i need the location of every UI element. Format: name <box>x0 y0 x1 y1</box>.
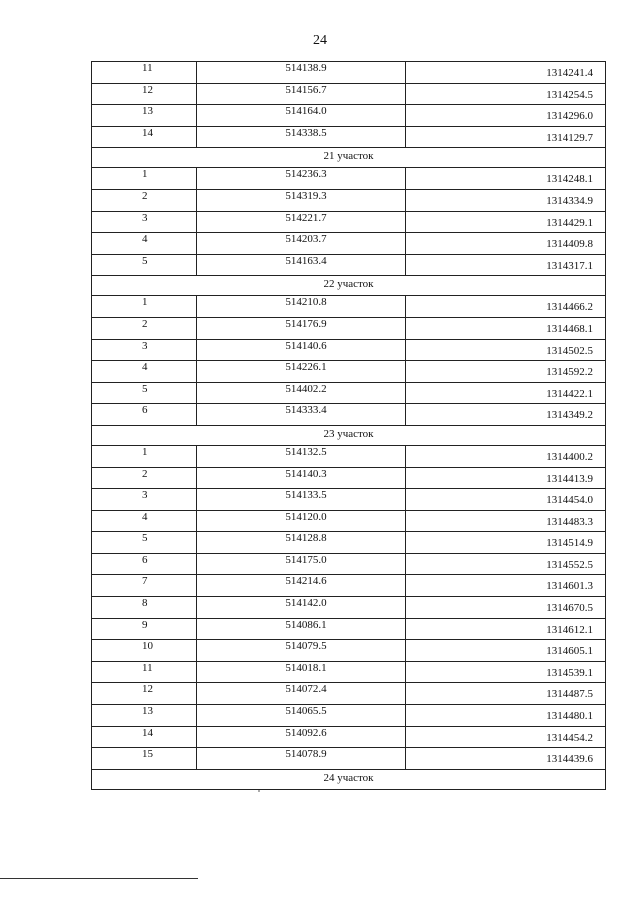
table-row <box>92 661 606 683</box>
y-coordinate-cell: 1314601.3 <box>406 575 606 597</box>
table-row <box>92 189 606 211</box>
x-coordinate-cell: 514079.5 <box>197 640 406 662</box>
y-coordinate-cell: 1314317.1 <box>406 254 606 276</box>
x-coordinate-cell: 514142.0 <box>197 597 406 619</box>
y-coordinate-cell: 1314296.0 <box>406 105 606 127</box>
x-coordinate-cell: 514333.4 <box>197 404 406 426</box>
y-coordinate-cell: 1314483.3 <box>406 510 606 532</box>
y-coordinate-cell: 1314409.8 <box>406 233 606 255</box>
y-coordinate-cell: 1314400.2 <box>406 445 606 467</box>
table-row <box>92 489 606 511</box>
x-coordinate-cell: 514163.4 <box>197 254 406 276</box>
table-row <box>92 618 606 640</box>
table-row <box>92 339 606 361</box>
point-number-cell: 4 <box>92 361 197 383</box>
table-row <box>92 640 606 662</box>
point-number-cell: 8 <box>92 597 197 619</box>
section-title: 22 участок <box>92 276 606 296</box>
table-row <box>92 254 606 276</box>
y-coordinate-cell: 1314514.9 <box>406 532 606 554</box>
table-row <box>92 445 606 467</box>
x-coordinate-cell: 514072.4 <box>197 683 406 705</box>
y-coordinate-cell: 1314334.9 <box>406 189 606 211</box>
x-coordinate-cell: 514132.5 <box>197 445 406 467</box>
point-number-cell: 13 <box>92 105 197 127</box>
x-coordinate-cell: 514092.6 <box>197 726 406 748</box>
section-header-row <box>92 425 606 445</box>
x-coordinate-cell: 514221.7 <box>197 211 406 233</box>
point-number-cell: 11 <box>92 661 197 683</box>
y-coordinate-cell: 1314413.9 <box>406 467 606 489</box>
x-coordinate-cell: 514133.5 <box>197 489 406 511</box>
section-title: 23 участок <box>92 425 606 445</box>
x-coordinate-cell: 514138.9 <box>197 62 406 84</box>
table-row <box>92 317 606 339</box>
y-coordinate-cell: 1314466.2 <box>406 296 606 318</box>
y-coordinate-cell: 1314439.6 <box>406 748 606 770</box>
y-coordinate-cell: 1314454.2 <box>406 726 606 748</box>
y-coordinate-cell: 1314422.1 <box>406 382 606 404</box>
x-coordinate-cell: 514164.0 <box>197 105 406 127</box>
x-coordinate-cell: 514156.7 <box>197 83 406 105</box>
table-row <box>92 683 606 705</box>
x-coordinate-cell: 514140.6 <box>197 339 406 361</box>
table-row <box>92 467 606 489</box>
point-number-cell: 10 <box>92 640 197 662</box>
y-coordinate-cell: 1314241.4 <box>406 62 606 84</box>
y-coordinate-cell: 1314612.1 <box>406 618 606 640</box>
x-coordinate-cell: 514078.9 <box>197 748 406 770</box>
table-row <box>92 532 606 554</box>
point-number-cell: 4 <box>92 510 197 532</box>
scan-artifact <box>258 790 260 792</box>
x-coordinate-cell: 514175.0 <box>197 553 406 575</box>
point-number-cell: 3 <box>92 339 197 361</box>
point-number-cell: 5 <box>92 254 197 276</box>
point-number-cell: 5 <box>92 382 197 404</box>
y-coordinate-cell: 1314592.2 <box>406 361 606 383</box>
section-header-row <box>92 769 606 789</box>
table-row <box>92 211 606 233</box>
table-row <box>92 233 606 255</box>
x-coordinate-cell: 514214.6 <box>197 575 406 597</box>
point-number-cell: 3 <box>92 211 197 233</box>
point-number-cell: 6 <box>92 404 197 426</box>
table-row <box>92 597 606 619</box>
y-coordinate-cell: 1314248.1 <box>406 168 606 190</box>
coordinates-table <box>91 61 606 790</box>
point-number-cell: 13 <box>92 705 197 727</box>
y-coordinate-cell: 1314502.5 <box>406 339 606 361</box>
point-number-cell: 11 <box>92 62 197 84</box>
point-number-cell: 14 <box>92 126 197 148</box>
x-coordinate-cell: 514203.7 <box>197 233 406 255</box>
y-coordinate-cell: 1314480.1 <box>406 705 606 727</box>
x-coordinate-cell: 514018.1 <box>197 661 406 683</box>
table-row <box>92 510 606 532</box>
page-number: 24 <box>313 33 327 48</box>
table-row <box>92 748 606 770</box>
y-coordinate-cell: 1314487.5 <box>406 683 606 705</box>
point-number-cell: 9 <box>92 618 197 640</box>
y-coordinate-cell: 1314468.1 <box>406 317 606 339</box>
table-row <box>92 726 606 748</box>
point-number-cell: 7 <box>92 575 197 597</box>
table-row <box>92 83 606 105</box>
x-coordinate-cell: 514402.2 <box>197 382 406 404</box>
x-coordinate-cell: 514128.8 <box>197 532 406 554</box>
y-coordinate-cell: 1314605.1 <box>406 640 606 662</box>
table-row <box>92 575 606 597</box>
y-coordinate-cell: 1314670.5 <box>406 597 606 619</box>
table-row <box>92 553 606 575</box>
table-row <box>92 296 606 318</box>
section-header-row <box>92 276 606 296</box>
table-row <box>92 361 606 383</box>
table-row <box>92 404 606 426</box>
x-coordinate-cell: 514065.5 <box>197 705 406 727</box>
x-coordinate-cell: 514140.3 <box>197 467 406 489</box>
y-coordinate-cell: 1314349.2 <box>406 404 606 426</box>
table-row <box>92 126 606 148</box>
table-row <box>92 382 606 404</box>
x-coordinate-cell: 514176.9 <box>197 317 406 339</box>
point-number-cell: 6 <box>92 553 197 575</box>
point-number-cell: 1 <box>92 168 197 190</box>
section-header-row <box>92 148 606 168</box>
y-coordinate-cell: 1314429.1 <box>406 211 606 233</box>
point-number-cell: 1 <box>92 296 197 318</box>
x-coordinate-cell: 514338.5 <box>197 126 406 148</box>
x-coordinate-cell: 514120.0 <box>197 510 406 532</box>
point-number-cell: 14 <box>92 726 197 748</box>
point-number-cell: 2 <box>92 317 197 339</box>
y-coordinate-cell: 1314129.7 <box>406 126 606 148</box>
x-coordinate-cell: 514086.1 <box>197 618 406 640</box>
point-number-cell: 2 <box>92 189 197 211</box>
section-title: 24 участок <box>92 769 606 789</box>
footnote-rule <box>0 878 198 879</box>
point-number-cell: 4 <box>92 233 197 255</box>
table-row <box>92 705 606 727</box>
x-coordinate-cell: 514226.1 <box>197 361 406 383</box>
y-coordinate-cell: 1314254.5 <box>406 83 606 105</box>
section-title: 21 участок <box>92 148 606 168</box>
x-coordinate-cell: 514236.3 <box>197 168 406 190</box>
point-number-cell: 5 <box>92 532 197 554</box>
x-coordinate-cell: 514210.8 <box>197 296 406 318</box>
table-row <box>92 62 606 84</box>
point-number-cell: 12 <box>92 683 197 705</box>
y-coordinate-cell: 1314454.0 <box>406 489 606 511</box>
point-number-cell: 12 <box>92 83 197 105</box>
point-number-cell: 15 <box>92 748 197 770</box>
y-coordinate-cell: 1314539.1 <box>406 661 606 683</box>
x-coordinate-cell: 514319.3 <box>197 189 406 211</box>
table-row <box>92 168 606 190</box>
table-row <box>92 105 606 127</box>
point-number-cell: 2 <box>92 467 197 489</box>
y-coordinate-cell: 1314552.5 <box>406 553 606 575</box>
point-number-cell: 1 <box>92 445 197 467</box>
point-number-cell: 3 <box>92 489 197 511</box>
